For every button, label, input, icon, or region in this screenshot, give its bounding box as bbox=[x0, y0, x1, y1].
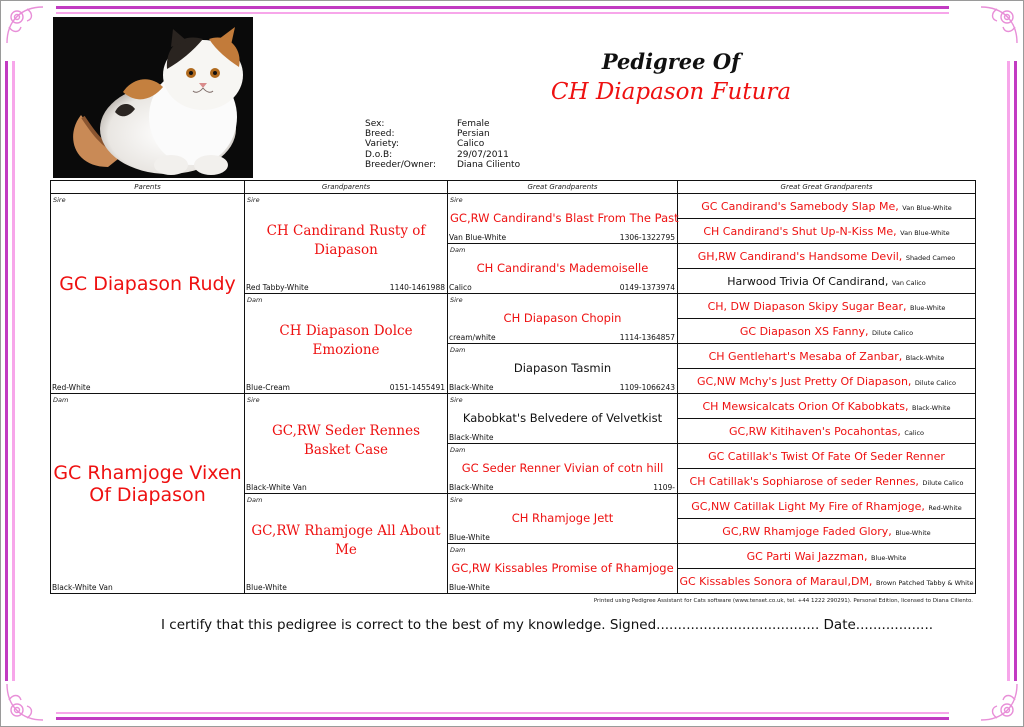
great-grandparent-reg-2: 0149-1373974 bbox=[619, 283, 675, 292]
right-stripe-pink bbox=[1007, 61, 1010, 681]
ggg-color-1: Van Blue-White bbox=[902, 203, 952, 212]
detail-value: Female bbox=[457, 119, 490, 129]
ggg-color-8: Dilute Calico bbox=[914, 378, 956, 387]
great-grandparent-name-5: Kabobkat's Belvedere of Velvetkist bbox=[462, 410, 663, 425]
great-grandparent-cell-7 bbox=[448, 494, 678, 544]
detail-label: Breed: bbox=[365, 129, 395, 140]
great-grandparent-cell-5 bbox=[448, 394, 678, 444]
parent-sire-color: Red-White bbox=[52, 383, 91, 392]
ggg-cell-5 bbox=[678, 294, 976, 319]
great-grandparent-color-3: cream/white bbox=[449, 333, 496, 342]
ggg-name-10: GC,RW Kitihaven's Pocahontas, bbox=[728, 424, 901, 438]
grandparent-name-2: CH Diapason Dolce Emozione bbox=[279, 322, 413, 358]
ggg-name-1: GC Candirand's Samebody Slap Me, bbox=[701, 199, 899, 213]
great-grandparent-name-3: CH Diapason Chopin bbox=[503, 310, 622, 325]
detail-row-dob bbox=[365, 150, 520, 160]
cat-details bbox=[365, 119, 520, 170]
grandparent-cell-1 bbox=[245, 194, 448, 294]
ggg-color-15: Blue-White bbox=[871, 553, 907, 562]
parent-sire-name: GC Diapason Rudy bbox=[59, 272, 236, 295]
ggg-cell-8 bbox=[678, 369, 976, 394]
col-header-great-grandparents: Great Grandparents bbox=[448, 181, 678, 194]
cat-name-title: CH Diapason Futura bbox=[550, 79, 792, 105]
top-left-swirl-ornament bbox=[3, 3, 51, 51]
great-grandparent-name-2: CH Candirand's Mademoiselle bbox=[476, 260, 649, 275]
great-grandparent-color-5: Black-White bbox=[449, 433, 494, 442]
great-grandparent-cell-8 bbox=[448, 544, 678, 594]
ggg-cell-4 bbox=[678, 269, 976, 294]
grandparent-color-3: Black-White Van bbox=[246, 483, 307, 492]
top-stripe-purple bbox=[56, 6, 949, 9]
ggg-name-3: GH,RW Candirand's Handsome Devil, bbox=[697, 249, 903, 263]
ggg-name-14: GC,RW Rhamjoge Faded Glory, bbox=[722, 524, 892, 538]
great-grandparent-color-4: Black-White bbox=[449, 383, 494, 392]
certification-statement: I certify that this pedigree is correct to the best of my knowledge. Signed...................................... Date.................. bbox=[161, 617, 934, 633]
ggg-cell-13 bbox=[678, 494, 976, 519]
ggg-name-16: GC Kissables Sonora of Maraul,DM, bbox=[679, 574, 873, 588]
grandparent-name-3: GC,RW Seder Rennes Basket Case bbox=[271, 422, 421, 458]
ggg-color-3: Shaded Cameo bbox=[905, 253, 956, 262]
ggg-color-4: Van Calico bbox=[891, 278, 926, 287]
grandparent-reg-1: 1140-1461988 bbox=[389, 283, 445, 292]
pedigree-table bbox=[50, 180, 976, 594]
ggg-cell-1 bbox=[678, 194, 976, 219]
great-grandparent-name-8: GC,RW Kissables Promise of Rhamjoge bbox=[451, 560, 674, 575]
ggg-name-12: CH Catillak's Sophiarose of seder Rennes, bbox=[689, 474, 919, 488]
grandparent-cell-3 bbox=[245, 394, 448, 494]
grandparent-color-4: Blue-White bbox=[246, 583, 287, 592]
ggg-name-5: CH, DW Diapason Skipy Sugar Bear, bbox=[707, 299, 907, 313]
sire-tag: Sire bbox=[247, 396, 260, 404]
bottom-right-swirl-ornament bbox=[973, 676, 1021, 724]
ggg-cell-12 bbox=[678, 469, 976, 494]
ggg-cell-16 bbox=[678, 569, 976, 594]
ggg-cell-9 bbox=[678, 394, 976, 419]
dam-tag: Dam bbox=[450, 446, 466, 454]
great-grandparent-cell-3 bbox=[448, 294, 678, 344]
col-header-parents: Parents bbox=[51, 181, 245, 194]
bottom-stripe-purple bbox=[56, 717, 949, 720]
ggg-cell-7 bbox=[678, 344, 976, 369]
ggg-name-11: GC Catillak's Twist Of Fate Of Seder Renner bbox=[708, 449, 945, 463]
detail-row-breed bbox=[365, 129, 520, 139]
detail-value: Persian bbox=[457, 129, 490, 140]
ggg-cell-14 bbox=[678, 519, 976, 544]
ggg-name-6: GC Diapason XS Fanny, bbox=[739, 324, 869, 338]
detail-label: D.o.B: bbox=[365, 149, 393, 160]
detail-row-variety bbox=[365, 139, 520, 149]
dam-tag: Dam bbox=[450, 246, 466, 254]
parent-dam-name: GC Rhamjoge Vixen Of Diapason bbox=[53, 461, 242, 506]
ggg-color-16: Brown Patched Tabby & White bbox=[875, 578, 974, 587]
bottom-stripe-pink bbox=[56, 712, 949, 714]
grandparent-color-2: Blue-Cream bbox=[246, 383, 290, 392]
great-grandparent-color-1: Van Blue-White bbox=[449, 233, 507, 242]
dam-tag: Dam bbox=[247, 496, 263, 504]
great-grandparent-cell-6 bbox=[448, 444, 678, 494]
grandparent-name-4: GC,RW Rhamjoge All About Me bbox=[251, 522, 441, 558]
sire-tag: Sire bbox=[450, 496, 463, 504]
ggg-name-7: CH Gentlehart's Mesaba of Zanbar, bbox=[708, 349, 903, 363]
pedigree-heading: Pedigree Of bbox=[601, 49, 741, 74]
great-grandparent-name-6: GC Seder Renner Vivian of cotn hill bbox=[461, 460, 664, 475]
detail-value: Diana Ciliento bbox=[457, 159, 521, 170]
sire-tag: Sire bbox=[450, 296, 463, 304]
ggg-name-15: GC Parti Wai Jazzman, bbox=[746, 549, 868, 563]
ggg-color-7: Black-White bbox=[905, 353, 945, 362]
ggg-color-5: Blue-White bbox=[910, 303, 946, 312]
grandparent-cell-4 bbox=[245, 494, 448, 594]
top-stripe-pink bbox=[56, 12, 949, 14]
great-grandparent-name-7: CH Rhamjoge Jett bbox=[511, 510, 614, 525]
dam-tag: Dam bbox=[450, 346, 466, 354]
ggg-cell-6 bbox=[678, 319, 976, 344]
sire-tag: Sire bbox=[450, 396, 463, 404]
detail-label: Breeder/Owner: bbox=[365, 159, 436, 170]
ggg-color-6: Dilute Calico bbox=[872, 328, 914, 337]
left-stripe-pink bbox=[12, 61, 15, 681]
table-header-row bbox=[51, 181, 976, 194]
cat-photo bbox=[53, 17, 253, 178]
parent-dam-cell bbox=[51, 394, 245, 594]
detail-value: Calico bbox=[457, 139, 485, 150]
dam-tag: Dam bbox=[247, 296, 263, 304]
table-row bbox=[51, 394, 976, 419]
software-credit: Printed using Pedigree Assistant for Cats software (www.tenset.co.uk, tel. +44 1222 290291). Personal Edition, licensed to Diana Ciliento. bbox=[593, 598, 973, 604]
great-grandparent-name-1: GC,RW Candirand's Blast From The Past bbox=[450, 210, 679, 225]
detail-row-breeder bbox=[365, 160, 520, 170]
table-row bbox=[51, 194, 976, 219]
detail-label: Variety: bbox=[365, 139, 399, 150]
great-grandparent-name-4: Diapason Tasmin bbox=[513, 360, 612, 375]
dam-tag: Dam bbox=[53, 396, 69, 404]
detail-value: 29/07/2011 bbox=[457, 149, 509, 160]
sire-tag: Sire bbox=[53, 196, 66, 204]
ggg-color-9: Black-White bbox=[911, 403, 951, 412]
ggg-name-4: Harwood Trivia Of Candirand, bbox=[727, 274, 889, 288]
ggg-color-12: Dilute Calico bbox=[922, 478, 964, 487]
great-grandparent-reg-4: 1109-1066243 bbox=[619, 383, 675, 392]
sire-tag: Sire bbox=[247, 196, 260, 204]
bottom-left-swirl-ornament bbox=[3, 676, 51, 724]
col-header-great-great-grandparents: Great Great Grandparents bbox=[678, 181, 976, 194]
top-right-swirl-ornament bbox=[973, 3, 1021, 51]
persian-cat-illustration bbox=[53, 17, 253, 178]
great-grandparent-cell-4 bbox=[448, 344, 678, 394]
great-grandparent-cell-1 bbox=[448, 194, 678, 244]
detail-label: Sex: bbox=[365, 119, 385, 129]
ggg-cell-10 bbox=[678, 419, 976, 444]
ggg-color-10: Calico bbox=[904, 428, 925, 437]
col-header-grandparents: Grandparents bbox=[245, 181, 448, 194]
dam-tag: Dam bbox=[450, 546, 466, 554]
grandparent-color-1: Red Tabby-White bbox=[246, 283, 309, 292]
great-grandparent-color-6: Black-White bbox=[449, 483, 494, 492]
ggg-color-13: Red-White bbox=[928, 503, 962, 512]
great-grandparent-reg-3: 1114-1364857 bbox=[619, 333, 675, 342]
sire-tag: Sire bbox=[450, 196, 463, 204]
detail-row-sex bbox=[365, 119, 520, 129]
ggg-name-2: CH Candirand's Shut Up-N-Kiss Me, bbox=[703, 224, 897, 238]
ggg-name-9: CH Mewsicalcats Orion Of Kabobkats, bbox=[702, 399, 909, 413]
great-grandparent-color-2: Calico bbox=[449, 283, 472, 292]
great-grandparent-color-8: Blue-White bbox=[449, 583, 490, 592]
ggg-name-13: GC,NW Catillak Light My Fire of Rhamjoge, bbox=[691, 499, 925, 513]
great-grandparent-cell-2 bbox=[448, 244, 678, 294]
great-grandparent-reg-1: 1306-1322795 bbox=[619, 233, 675, 242]
parent-dam-color: Black-White Van bbox=[52, 583, 113, 592]
ggg-color-14: Blue-White bbox=[895, 528, 931, 537]
right-stripe-purple bbox=[1014, 61, 1017, 681]
great-grandparent-reg-6: 1109- bbox=[653, 483, 675, 492]
parent-sire-cell bbox=[51, 194, 245, 394]
ggg-color-2: Van Blue-White bbox=[900, 228, 950, 237]
grandparent-name-1: CH Candirand Rusty of Diapason bbox=[266, 222, 426, 258]
grandparent-cell-2 bbox=[245, 294, 448, 394]
grandparent-reg-2: 0151-1455491 bbox=[389, 383, 445, 392]
ggg-cell-11 bbox=[678, 444, 976, 469]
ggg-name-8: GC,NW Mchy's Just Pretty Of Diapason, bbox=[697, 374, 912, 388]
ggg-cell-15 bbox=[678, 544, 976, 569]
ggg-cell-2 bbox=[678, 219, 976, 244]
great-grandparent-color-7: Blue-White bbox=[449, 533, 490, 542]
ggg-cell-3 bbox=[678, 244, 976, 269]
left-stripe-purple bbox=[5, 61, 8, 681]
